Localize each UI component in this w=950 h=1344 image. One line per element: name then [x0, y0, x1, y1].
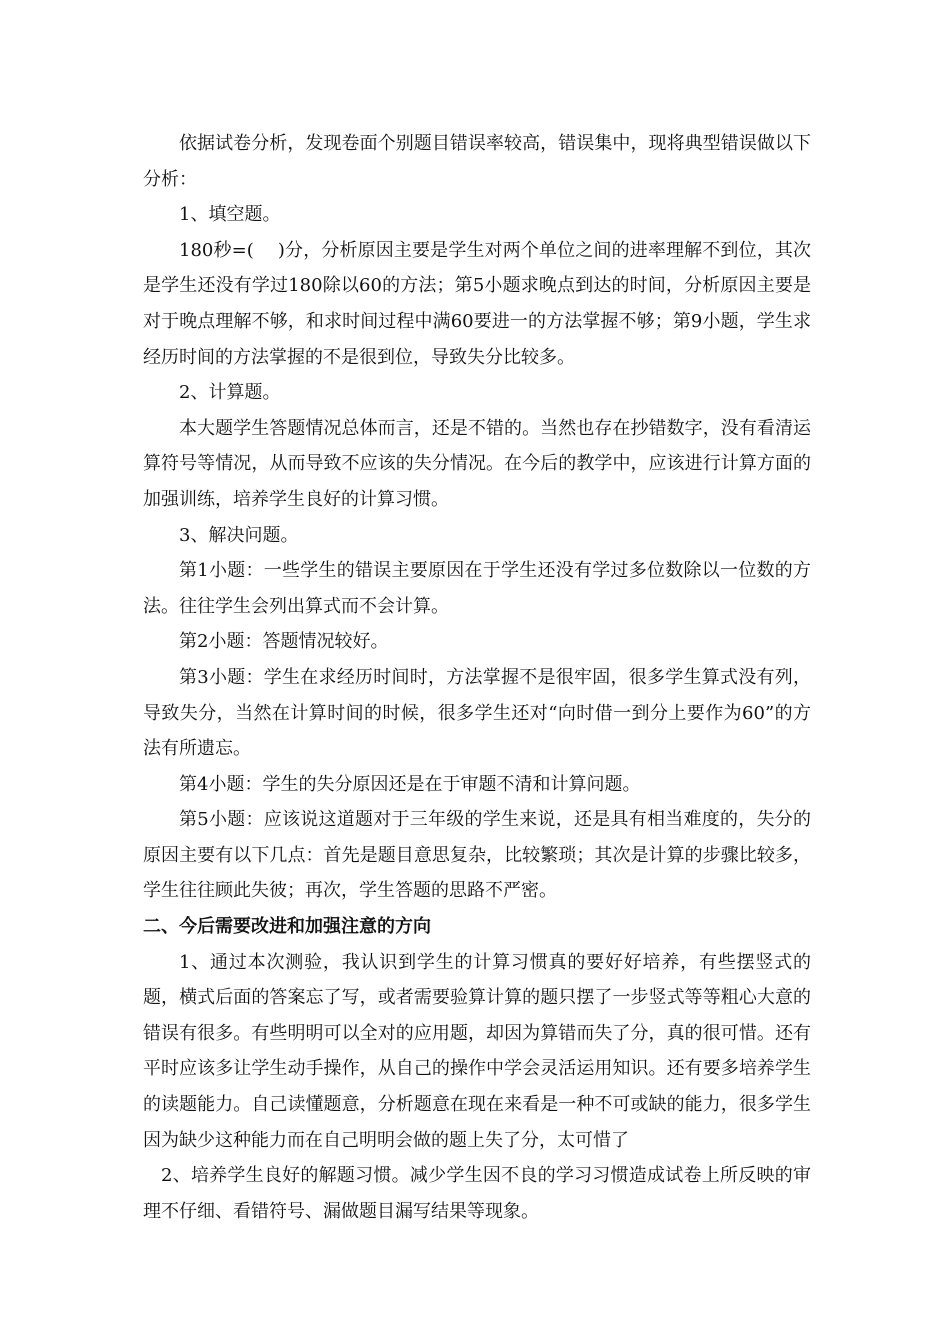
paragraph-fill-blank-analysis: 180秒=( )分，分析原因主要是学生对两个单位之间的进率理解不到位，其次是学生还没有学过180除以60的方法；第5小题求晚点到达的时间，分析原因主要是对于晚点理解不够，和求时间过程中满60要进一的方法掌握不够；第9小题，学生求经历时间的方法掌握的不是很到位，导致失分比较多。 [143, 239, 811, 368]
section-problem-solving: 3、解决问题。 [179, 524, 299, 546]
section-heading-improvements: 二、今后需要改进和加强注意的方向 [143, 916, 431, 938]
paragraph-question-4: 第4小题：学生的失分原因还是在于审题不清和计算问题。 [179, 773, 641, 795]
paragraph-intro: 依据试卷分析，发现卷面个别题目错误率较高，错误集中，现将典型错误做以下分析： [143, 133, 811, 190]
paragraph-question-1: 第1小题：一些学生的错误主要原因在于学生还没有学过多位数除以一位数的方法。往往学生会列出算式而不会计算。 [143, 560, 811, 617]
section-fill-blank: 1、填空题。 [179, 204, 281, 226]
section-calculation: 2、计算题。 [179, 382, 281, 404]
paragraph-question-5: 第5小题：应该说这道题对于三年级的学生来说，还是具有相当难度的，失分的原因主要有以下几点：首先是题目意思复杂，比较繁琐；其次是计算的步骤比较多，学生往往顾此失彼；再次，学生答题的思路不严密。 [143, 809, 811, 902]
paragraph-calculation-analysis: 本大题学生答题情况总体而言，还是不错的。当然也存在抄错数字，没有看清运算符号等情况，从而导致不应该的失分情况。在今后的教学中，应该进行计算方面的加强训练，培养学生良好的计算习惯。 [143, 417, 811, 510]
paragraph-question-2: 第2小题：答题情况较好。 [179, 631, 389, 653]
paragraph-improvement-2: 2、培养学生良好的解题习惯。减少学生因不良的学习习惯造成试卷上所反映的审理不仔细、看错符号、漏做题目漏写结果等现象。 [143, 1165, 811, 1222]
paragraph-question-3: 第3小题：学生在求经历时间时，方法掌握不是很牢固，很多学生算式没有列，导致失分，当然在计算时间的时候，很多学生还对“向时借一到分上要作为60”的方法有所遗忘。 [143, 666, 811, 760]
document-body [143, 126, 811, 1229]
paragraph-improvement-1: 1、通过本次测验，我认识到学生的计算习惯真的要好好培养，有些摆竖式的题，横式后面的答案忘了写，或者需要验算计算的题只摆了一步竖式等等粗心大意的错误有很多。有些明明可以全对的应用题，却因为算错而失了分，真的很可惜。还有平时应该多让学生动手操作，从自己的操作中学会灵活运用知识。还有要多培养学生的读题能力。自己读懂题意，分析题意在现在来看是一种不可或缺的能力，很多学生因为缺少这种能力而在自己明明会做的题上失了分，太可惜了 [143, 951, 811, 1151]
